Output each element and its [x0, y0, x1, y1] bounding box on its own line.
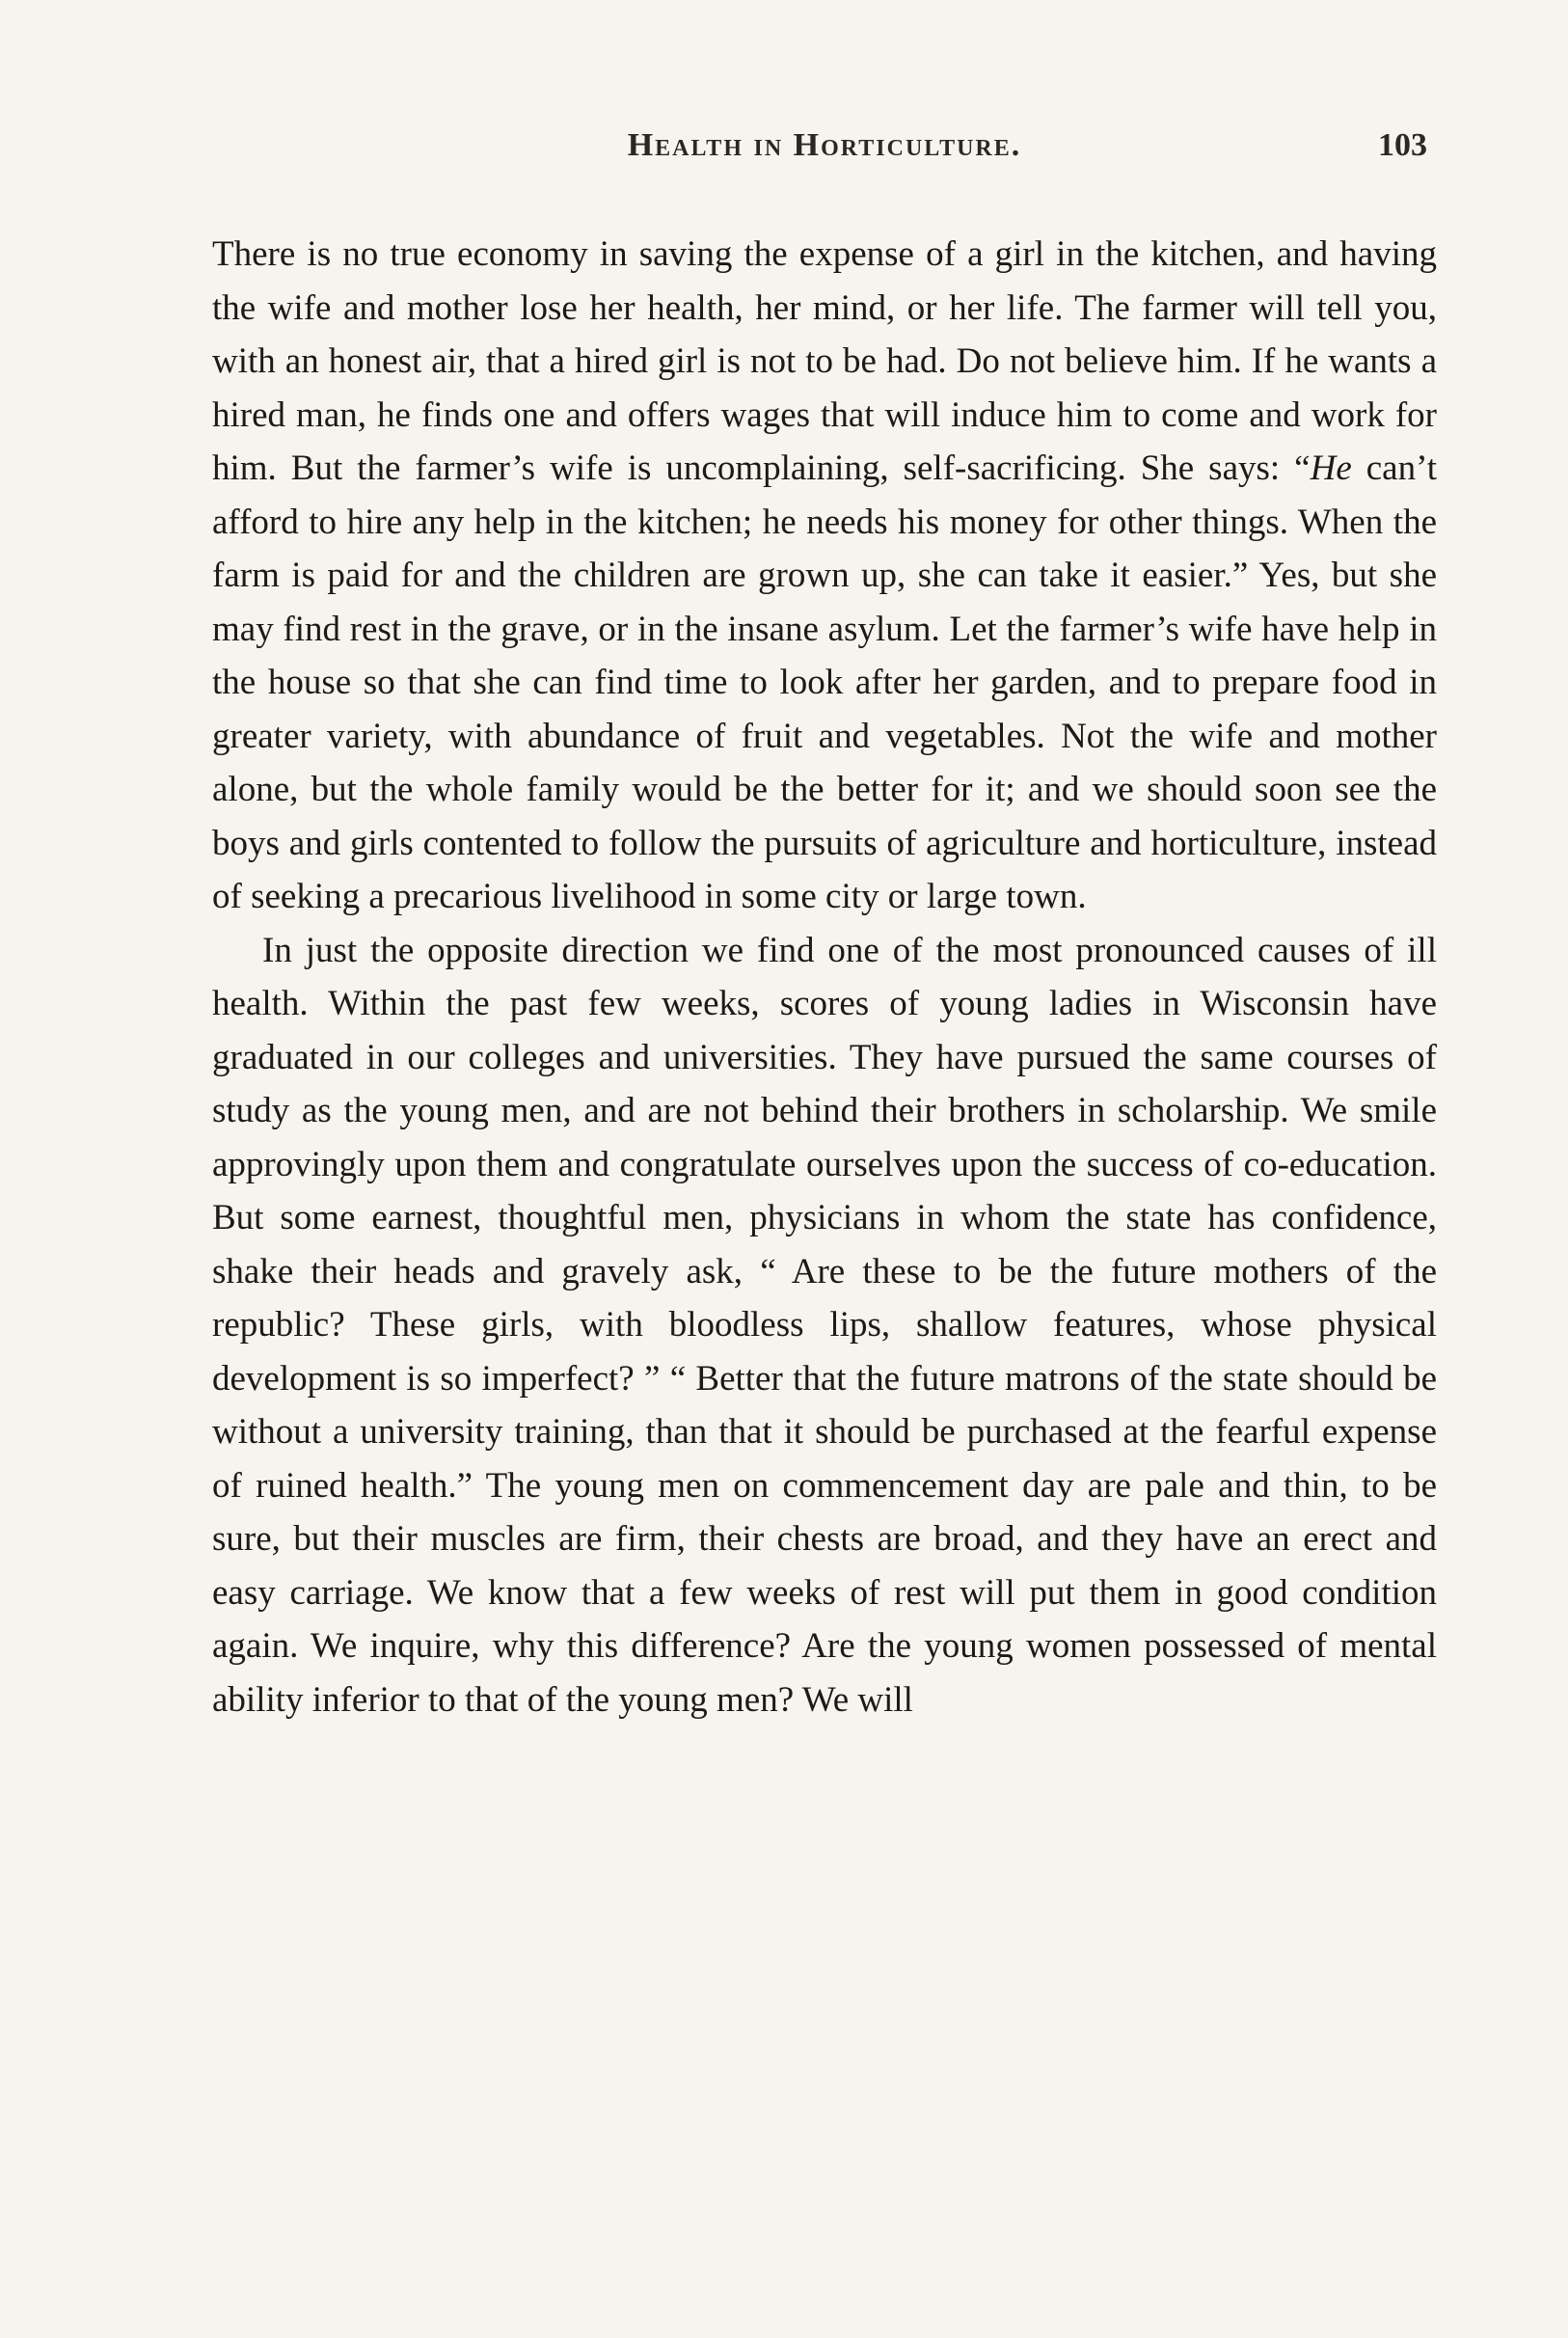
paragraph-2-segment-1: In just the opposite direction we find one of the most pronounced causes of ill health. Within the past few weeks, scores of young ladies in Wisconsin have graduated in our colleges and universities. They have pursued the same courses of study as the young men, and are not behind their brothers in scholarship. We smile approvingly upon them and congratulate ourselves upon the success of co-education. But some earnest, thoughtful men, physicians in whom the state has confidence, shake their heads and gravely ask, “ Are these to be the future mothers of the republic? These girls, with bloodless lips, shallow features, whose physical development is so imperfect? ” “ Better that the future matrons of the state should be without a university training, than that it should be purchased at the fearful expense of ruined health.” The young men on commencement day are pale and thin, to be sure, but their muscles are firm, their chests are broad, and they have an erect and easy carriage. We know that a few weeks of rest will put them in good condition again. We inquire, why this difference? Are the young women possessed of mental ability inferior to that of the young men? We will: [212, 930, 1437, 1720]
paragraph-1-segment-2: He: [1310, 449, 1352, 488]
running-head: [212, 127, 1437, 185]
body-text: [212, 228, 1437, 1726]
running-head-title: Health in Horticulture.: [627, 127, 1022, 163]
paragraph-1-segment-1: There is no true economy in saving the expense of a girl in the kitchen, and having the wife and mother lose her health, her mind, or her life. The farmer will tell you, with an honest air, that a hired girl is not to be had. Do not believe him. If he wants a hired man, he finds one and offers wages that will induce him to come and work for him. But the farmer’s wife is uncomplaining, self-sacrificing. She says: “: [212, 234, 1437, 488]
paragraph-1-segment-3: can’t afford to hire any help in the kitchen; he needs his money for other things. When the farm is paid for and the children are grown up, she can take it easier.” Yes, but she may find rest in the grave, or in the insane asylum. Let the farmer’s wife have help in the house so that she can find time to look after her garden, and to prepare food in greater variety, with abundance of fruit and vegetables. Not the wife and mother alone, but the whole family would be the better for it; and we should soon see the boys and girls contented to follow the pursuits of agriculture and horticulture, instead of seeking a precarious livelihood in some city or large town.: [212, 449, 1438, 916]
paragraph-2: [212, 924, 1437, 1727]
page-number: 103: [1378, 127, 1427, 163]
paragraph-1: [212, 228, 1437, 924]
